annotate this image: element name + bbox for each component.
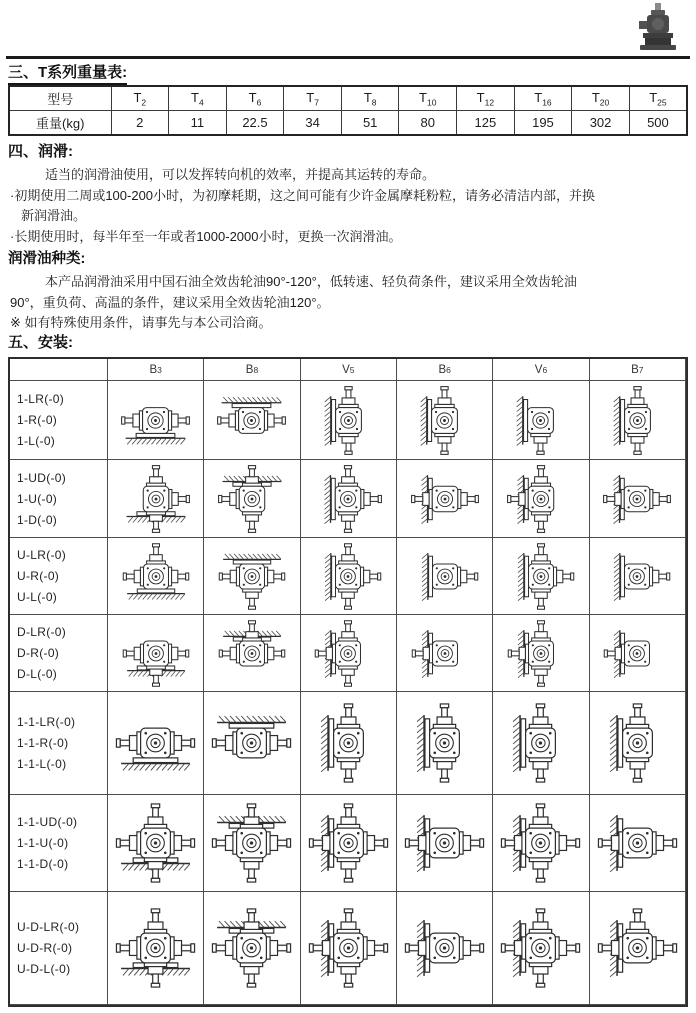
mounting-code-header: B 8 <box>204 359 300 381</box>
drawing-cell <box>397 692 493 795</box>
mounting-code-header: V 5 <box>301 359 397 381</box>
model-code: $T_{20}$ <box>572 86 630 111</box>
gearbox-drawing <box>494 702 587 784</box>
gearbox-drawing <box>302 702 395 784</box>
config-label: U-D-LR(-0) <box>17 920 80 934</box>
gearbox-drawing <box>205 907 298 989</box>
drawing-cell <box>204 892 300 1005</box>
gearbox-drawing <box>211 385 292 456</box>
drawing-cell <box>493 460 589 538</box>
mounting-code-header: B 3 <box>108 359 204 381</box>
drawing-cell <box>397 615 493 692</box>
weight-table-data-row <box>9 111 687 136</box>
drawing-cell <box>493 381 589 460</box>
mounting-code-header: B 6 <box>397 359 493 381</box>
config-label: 1-1-R(-0) <box>17 736 69 750</box>
config-label: U-D-L(-0) <box>17 962 71 976</box>
gearbox-drawing <box>501 464 581 534</box>
model-column-header: 型号 <box>9 86 111 111</box>
model-code: $T_{12}$ <box>457 86 515 111</box>
config-label: 1-1-LR(-0) <box>17 715 76 729</box>
model-config-labels <box>10 538 108 615</box>
lubrication-text <box>8 165 692 247</box>
config-label: D-R(-0) <box>17 646 60 660</box>
drawing-cell <box>493 615 589 692</box>
model-config-labels <box>10 892 108 1005</box>
lubricant-type-line: ※ 如有特殊使用条件，请事先与本公司洽商。 <box>10 315 272 331</box>
model-code: $T_7$ <box>284 86 342 111</box>
weight-value: 195 <box>514 111 572 136</box>
config-label: U-R(-0) <box>17 569 60 583</box>
model-code: $T_4$ <box>169 86 227 111</box>
config-label: 1-1-D(-0) <box>17 857 69 871</box>
model-config-labels <box>10 381 108 460</box>
config-label: 1-U(-0) <box>17 491 58 506</box>
weight-value: 500 <box>629 111 687 136</box>
drawing-cell <box>301 381 397 460</box>
gearbox-drawing <box>213 542 291 611</box>
gearbox-drawing <box>597 385 678 456</box>
gearbox-drawing <box>212 464 292 534</box>
gearbox-drawing <box>302 802 395 884</box>
gearbox-drawing <box>598 619 676 688</box>
weight-value: 34 <box>284 111 342 136</box>
config-label: U-LR(-0) <box>17 548 67 562</box>
horizontal-rule <box>6 56 690 59</box>
gearbox-drawing <box>398 802 491 884</box>
gearbox-drawing <box>598 542 676 611</box>
drawing-cell <box>108 692 204 795</box>
gearbox-drawing <box>116 464 196 534</box>
weight-table <box>8 85 688 136</box>
drawing-cell <box>590 892 686 1005</box>
lubricant-type-line: 90°，重负荷、高温的条件，建议采用全效齿轮油120°。 <box>10 294 330 310</box>
config-label: U-D-R(-0) <box>17 941 73 955</box>
model-config-labels <box>10 692 108 795</box>
gearbox-drawing <box>308 385 389 456</box>
lubrication-line: ·长期使用时，每半年至一年或者1000-2000小时，更换一次润滑油。 <box>10 228 402 244</box>
gearbox-drawing <box>404 385 485 456</box>
drawing-cell <box>493 892 589 1005</box>
gearbox-drawing <box>213 619 291 688</box>
gearbox-drawing <box>109 702 202 784</box>
config-label: U-L(-0) <box>17 590 58 604</box>
drawing-cell <box>204 460 300 538</box>
weight-value: 11 <box>169 111 227 136</box>
weight-value: 51 <box>341 111 399 136</box>
drawing-cell <box>590 692 686 795</box>
lubricant-types-section <box>8 247 692 334</box>
grid-corner-cell <box>10 359 108 381</box>
drawing-cell <box>397 795 493 892</box>
model-code: $T_{16}$ <box>514 86 572 111</box>
installation-grid <box>8 357 688 1007</box>
config-label: 1-UD(-0) <box>17 470 67 485</box>
drawing-cell <box>204 692 300 795</box>
model-code: $T_{25}$ <box>629 86 687 111</box>
gearbox-drawing <box>398 702 491 784</box>
lubricant-type-line: 本产品润滑油采用中国石油全效齿轮油90°-120°，低转速、轻负荷条件，建议采用全效齿轮油 <box>45 274 577 289</box>
drawing-cell <box>590 538 686 615</box>
gearbox-drawing <box>406 542 484 611</box>
drawing-cell <box>204 795 300 892</box>
gearbox-drawing <box>205 802 298 884</box>
model-code: $T_{10}$ <box>399 86 457 111</box>
weight-section-heading: 三、T系列重量表: <box>8 61 127 85</box>
config-label: 1-L(-0) <box>17 434 56 448</box>
model-code: $T_2$ <box>111 86 169 111</box>
drawing-cell <box>108 892 204 1005</box>
gearbox-drawing <box>500 385 581 456</box>
config-label: 1-1-UD(-0) <box>17 815 78 829</box>
gearbox-drawing <box>109 802 202 884</box>
weight-value: 80 <box>399 111 457 136</box>
drawing-cell <box>108 460 204 538</box>
drawing-cell <box>204 615 300 692</box>
config-label: 1-1-U(-0) <box>17 836 69 850</box>
gearbox-drawing <box>494 907 587 989</box>
lubrication-section <box>8 140 692 247</box>
weight-row-label: 重量(kg) <box>9 111 111 136</box>
drawing-cell <box>108 538 204 615</box>
drawing-cell <box>397 460 493 538</box>
weight-table-header-row <box>9 86 687 111</box>
gearbox-drawing <box>597 464 677 534</box>
drawing-cell <box>493 692 589 795</box>
model-config-labels <box>10 460 108 538</box>
weight-value: 302 <box>572 111 630 136</box>
gearbox-drawing <box>398 907 491 989</box>
drawing-cell <box>397 538 493 615</box>
model-code: $T_8$ <box>341 86 399 111</box>
gearbox-drawing <box>117 542 195 611</box>
lubricant-types-text <box>8 272 692 334</box>
model-config-labels <box>10 795 108 892</box>
drawing-cell <box>204 538 300 615</box>
drawing-cell <box>590 795 686 892</box>
gearbox-drawing <box>205 702 298 784</box>
gearbox-drawing <box>502 542 580 611</box>
config-label: 1-R(-0) <box>17 413 58 427</box>
gearbox-drawing <box>502 619 580 688</box>
lubricant-types-heading: 润滑油种类: <box>8 251 86 267</box>
drawing-cell <box>397 892 493 1005</box>
config-label: 1-1-L(-0) <box>17 757 67 771</box>
gearbox-drawing <box>109 907 202 989</box>
drawing-cell <box>397 381 493 460</box>
config-label: D-LR(-0) <box>17 625 67 639</box>
weight-value: 125 <box>457 111 515 136</box>
lubrication-line: 新润滑油。 <box>21 208 87 224</box>
weight-value: 22.5 <box>226 111 284 136</box>
gearbox-drawing <box>591 907 684 989</box>
gearbox-drawing <box>591 802 684 884</box>
drawing-cell <box>204 381 300 460</box>
drawing-cell <box>108 795 204 892</box>
config-label: 1-D(-0) <box>17 512 58 527</box>
config-label: 1-LR(-0) <box>17 392 65 406</box>
gearbox-product-photo-icon <box>636 2 680 55</box>
drawing-cell <box>108 615 204 692</box>
model-config-labels <box>10 615 108 692</box>
gearbox-drawing <box>406 619 484 688</box>
gearbox-drawing <box>308 464 388 534</box>
weight-value: 2 <box>111 111 169 136</box>
drawing-cell <box>301 795 397 892</box>
gearbox-drawing <box>591 702 684 784</box>
gearbox-drawing <box>309 619 387 688</box>
lubrication-heading: 四、润滑: <box>8 143 73 160</box>
mounting-code-header: B 7 <box>590 359 686 381</box>
drawing-cell <box>590 460 686 538</box>
drawing-cell <box>301 538 397 615</box>
gearbox-drawing <box>309 542 387 611</box>
gearbox-drawing <box>115 385 196 456</box>
drawing-cell <box>301 460 397 538</box>
drawing-cell <box>108 381 204 460</box>
drawing-cell <box>590 381 686 460</box>
model-code: $T_6$ <box>226 86 284 111</box>
lubrication-line: ·初期使用二周或100-200小时，为初摩耗期，这之间可能有少许金属摩耗粉粒，请务必清洁内部，并换 <box>10 187 596 203</box>
mounting-code-header: V 6 <box>493 359 589 381</box>
drawing-cell <box>301 692 397 795</box>
config-label: D-L(-0) <box>17 667 58 681</box>
gearbox-drawing <box>405 464 485 534</box>
drawing-cell <box>590 615 686 692</box>
drawing-cell <box>493 538 589 615</box>
gearbox-drawing <box>117 619 195 688</box>
installation-heading: 五、安装: <box>8 334 73 351</box>
lubrication-line: 适当的润滑油使用，可以发挥转向机的效率，并提高其运转的寿命。 <box>45 167 436 182</box>
drawing-cell <box>301 892 397 1005</box>
drawing-cell <box>301 615 397 692</box>
drawing-cell <box>493 795 589 892</box>
gearbox-drawing <box>494 802 587 884</box>
gearbox-drawing <box>302 907 395 989</box>
